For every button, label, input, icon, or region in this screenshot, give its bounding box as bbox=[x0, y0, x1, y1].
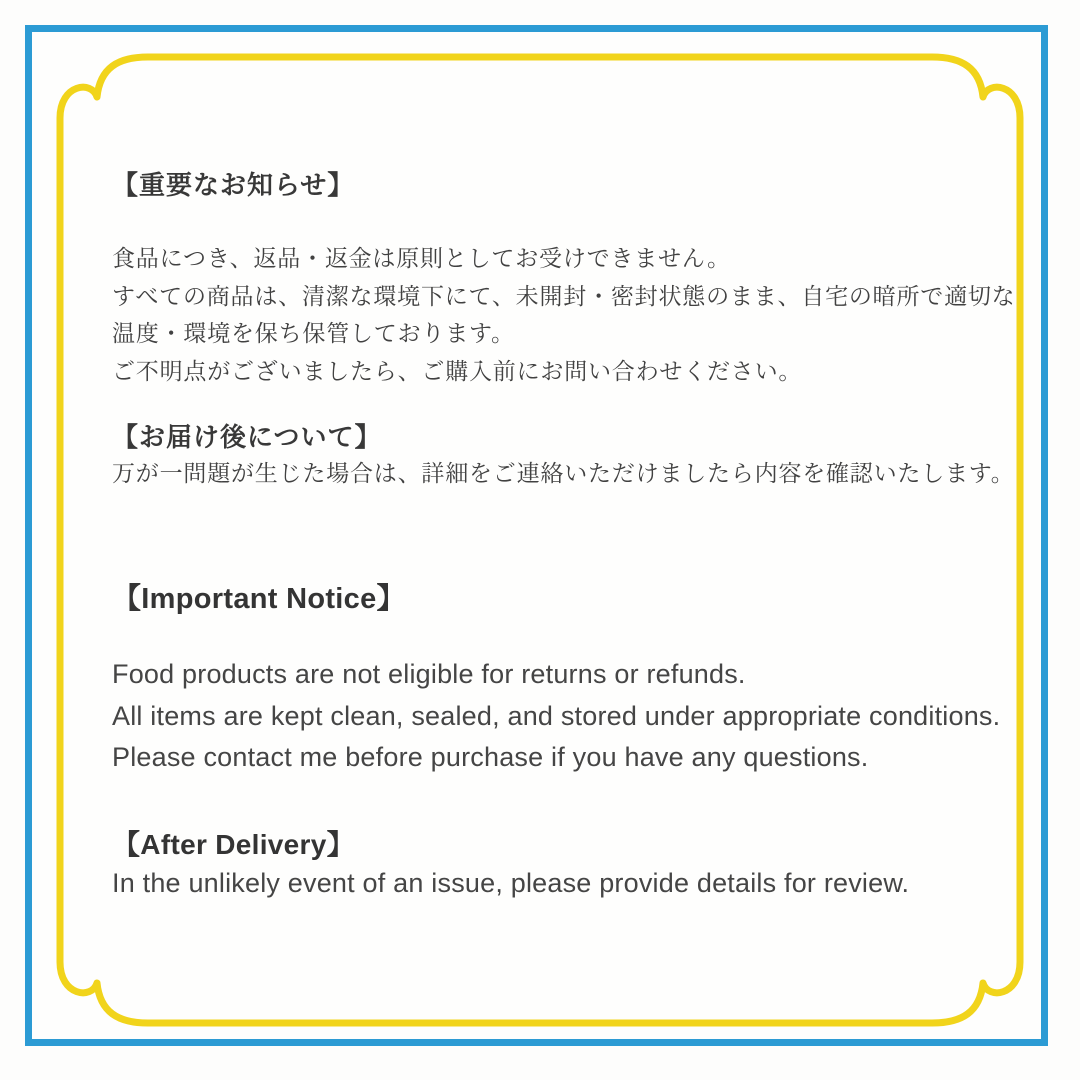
jp-important-notice-body bbox=[112, 240, 1015, 390]
jp-after-delivery-heading: 【お届け後について】 bbox=[112, 422, 382, 452]
en-body-line: Please contact me before purchase if you have any questions. bbox=[112, 742, 869, 772]
jp-body-line: 温度・環境を保ち保管しております。 bbox=[112, 320, 515, 346]
en-important-notice-body bbox=[112, 654, 1000, 779]
en-after-delivery-body-line: In the unlikely event of an issue, please provide details for review. bbox=[112, 868, 910, 898]
en-body-line: Food products are not eligible for returns or refunds. bbox=[112, 659, 746, 689]
jp-body-line: 食品につき、返品・返金は原則としてお受けできません。 bbox=[112, 245, 731, 271]
jp-important-notice-heading: 【重要なお知らせ】 bbox=[112, 170, 355, 200]
jp-after-delivery-body-line: 万が一問題が生じた場合は、詳細をご連絡いただけましたら内容を確認いたします。 bbox=[112, 460, 1015, 486]
jp-body-line: すべての商品は、清潔な環境下にて、未開封・密封状態のまま、自宅の暗所で適切な bbox=[112, 282, 1016, 309]
jp-body-line: ご不明点がございましたら、ご購入前にお問い合わせください。 bbox=[112, 357, 803, 384]
en-important-notice-heading: 【Important Notice】 bbox=[112, 583, 406, 615]
en-body-line: All items are kept clean, sealed, and stored under appropriate conditions. bbox=[112, 700, 1001, 731]
en-after-delivery-heading: 【After Delivery】 bbox=[112, 829, 355, 860]
